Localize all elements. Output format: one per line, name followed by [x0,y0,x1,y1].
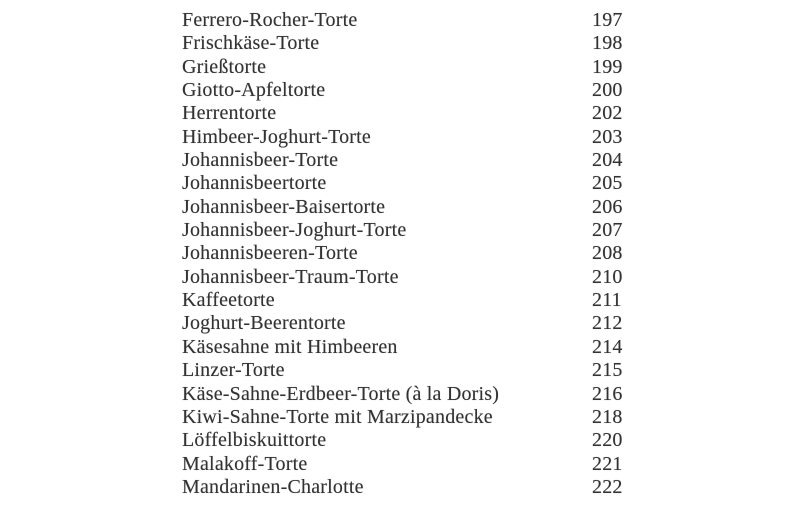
page-number: 211 [592,289,622,312]
page-number: 208 [592,242,623,265]
toc-entry [0,196,800,219]
recipe-title: Johannisbeer-Baisertorte [182,195,386,218]
recipe-title: Herrentorte [182,102,277,125]
recipe-title: Johannisbeer-Traum-Torte [182,265,399,288]
toc-entry [0,359,800,382]
recipe-title: Mandarinen-Charlotte [182,475,364,498]
recipe-title: Johannisbeeren-Torte [182,242,358,265]
toc-entry [0,32,800,55]
page-number: 200 [592,79,623,102]
recipe-title: Malakoff-Torte [182,452,308,475]
recipe-title: Löffelbiskuittorte [182,429,327,452]
toc-entry [0,102,800,125]
recipe-title: Himbeer-Joghurt-Torte [182,125,372,148]
page-number: 198 [592,32,623,55]
recipe-title: Giotto-Apfeltorte [182,79,326,102]
recipe-title: Ferrero-Rocher-Torte [182,9,358,31]
toc-entry [0,9,800,32]
toc-entry [0,266,800,289]
page-number: 222 [592,475,623,498]
toc-entry [0,453,800,476]
toc-entry [0,219,800,242]
recipe-title: Johannisbeer-Torte [182,149,339,172]
page-number: 212 [592,312,623,335]
toc-entry [0,476,800,499]
recipe-title: Käsesahne mit Himbeeren [182,335,398,358]
toc-entry [0,56,800,79]
table-of-contents [0,9,800,499]
page-number: 206 [592,195,623,218]
toc-entry [0,126,800,149]
page-number: 197 [592,9,623,31]
recipe-title: Kaffeetorte [182,289,275,312]
page-number: 203 [592,125,623,148]
page-number: 210 [592,265,623,288]
toc-entry [0,429,800,452]
toc-entry [0,149,800,172]
toc-entry [0,289,800,312]
toc-entry [0,336,800,359]
page-number: 218 [592,405,623,428]
recipe-title: Linzer-Torte [182,359,285,382]
page-number: 216 [592,382,623,405]
page-number: 220 [592,429,623,452]
toc-entry [0,406,800,429]
page-number: 215 [592,359,623,382]
recipe-title: Johannisbeertorte [182,172,327,195]
recipe-title: Joghurt-Beerentorte [182,312,346,335]
recipe-title: Grießtorte [182,55,267,78]
recipe-title: Frischkäse-Torte [182,32,320,55]
page-number: 207 [592,219,623,242]
toc-entry [0,383,800,406]
page-number: 221 [592,452,623,475]
page-number: 214 [592,335,623,358]
toc-entry [0,242,800,265]
recipe-title: Käse-Sahne-Erdbeer-Torte (à la Doris) [182,382,500,405]
page-number: 202 [592,102,623,125]
toc-entry [0,172,800,195]
page-number: 205 [592,172,623,195]
page-number: 199 [592,55,623,78]
recipe-title: Kiwi-Sahne-Torte mit Marzipandecke [182,405,493,428]
recipe-title: Johannisbeer-Joghurt-Torte [182,219,407,242]
toc-entry [0,312,800,335]
toc-entry [0,79,800,102]
page-number: 204 [592,149,623,172]
